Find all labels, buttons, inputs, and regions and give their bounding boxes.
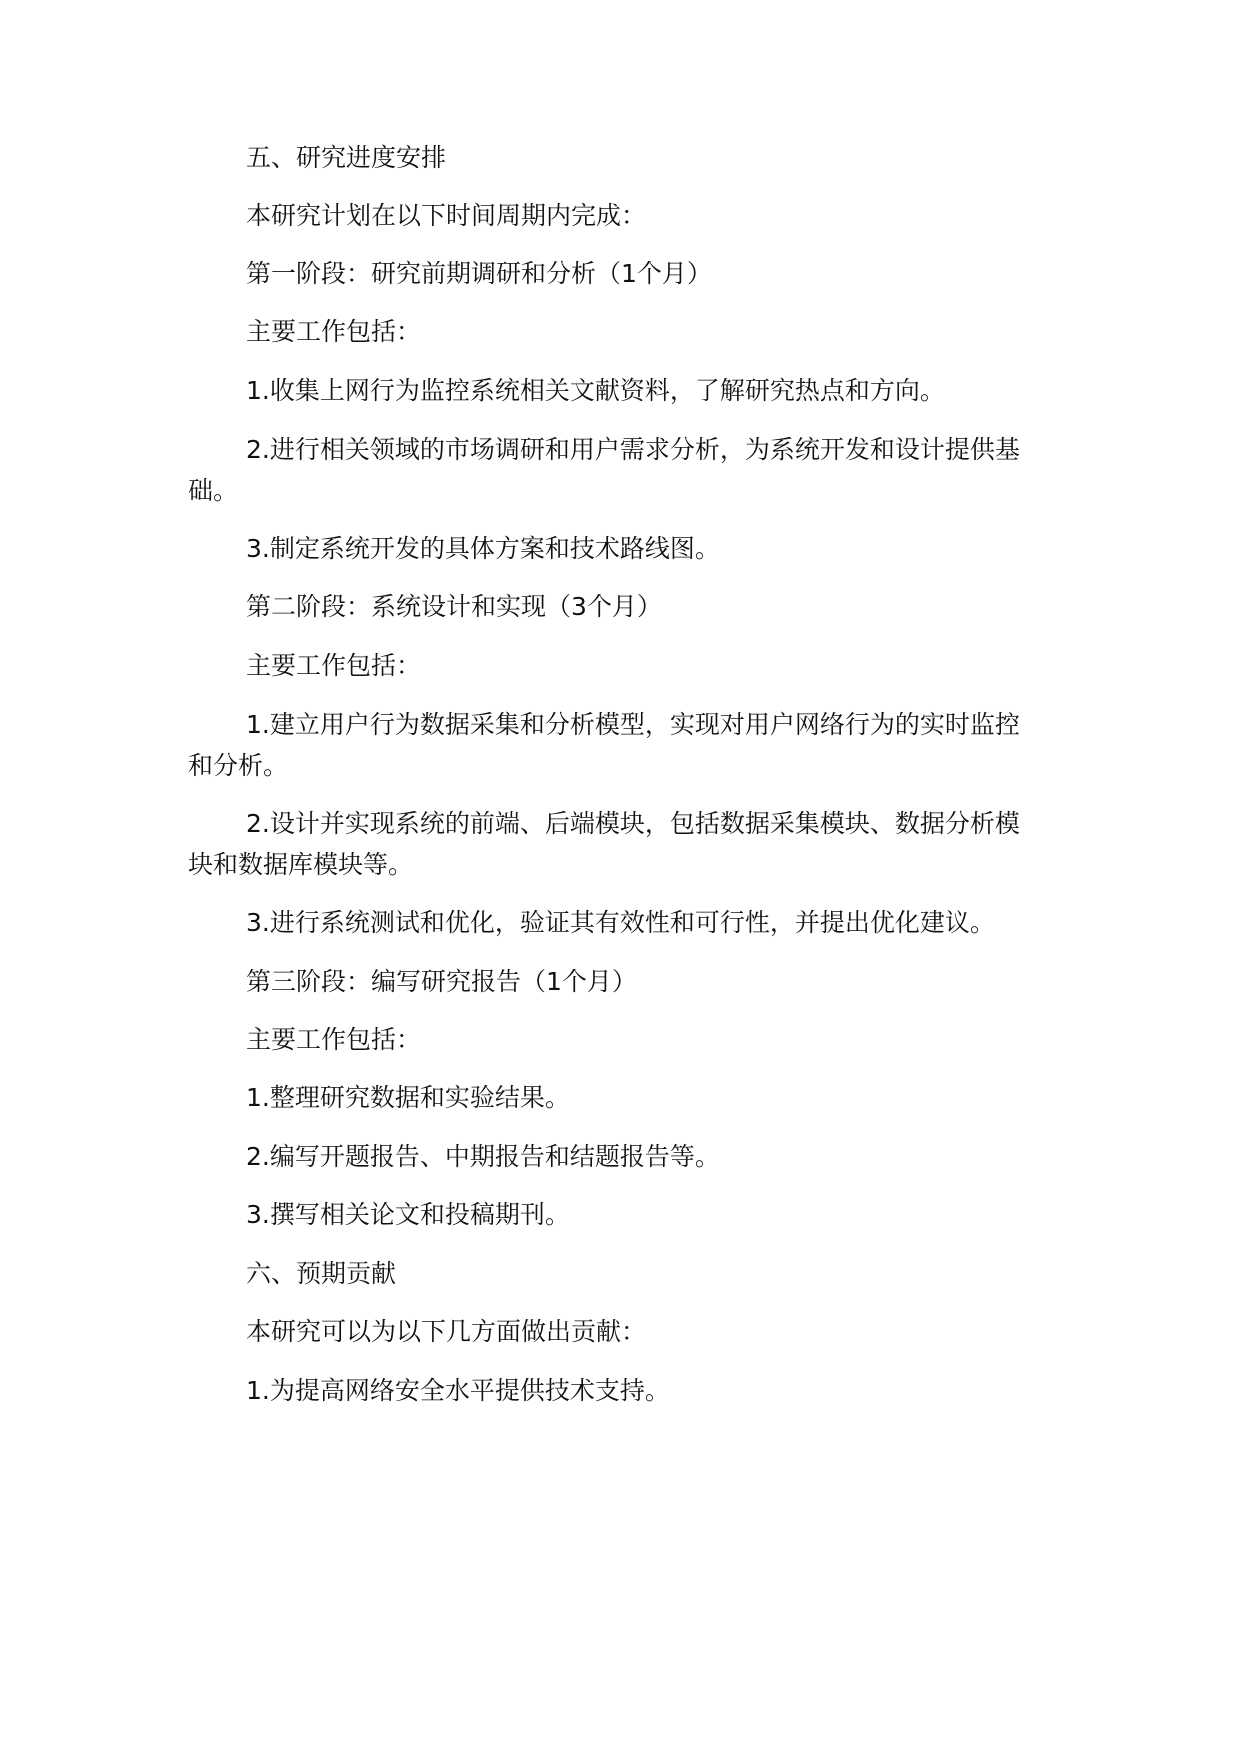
paragraph: 主要工作包括： xyxy=(246,1025,422,1054)
list-item: 1.为提高网络安全水平提供技术支持。 xyxy=(246,1376,670,1405)
list-item: 1.收集上网行为监控系统相关文献资料，了解研究热点和方向。 xyxy=(246,376,945,405)
stage-heading-1: 第一阶段：研究前期调研和分析（1个月） xyxy=(246,259,712,288)
list-item: 3.制定系统开发的具体方案和技术路线图。 xyxy=(246,534,720,563)
stage-heading-3: 第三阶段：编写研究报告（1个月） xyxy=(246,967,637,996)
list-item: 2.设计并实现系统的前端、后端模块，包括数据采集模块、数据分析模块和数据库模块等。 xyxy=(188,809,1020,879)
list-item: 1.建立用户行为数据采集和分析模型，实现对用户网络行为的实时监控和分析。 xyxy=(188,710,1020,780)
list-item: 2.编写开题报告、中期报告和结题报告等。 xyxy=(246,1142,720,1171)
list-item: 3.进行系统测试和优化，验证其有效性和可行性，并提出优化建议。 xyxy=(246,908,995,937)
stage-heading-2: 第二阶段：系统设计和实现（3个月） xyxy=(246,592,662,621)
list-item: 3.撰写相关论文和投稿期刊。 xyxy=(246,1200,570,1229)
paragraph: 主要工作包括： xyxy=(246,317,422,346)
paragraph: 主要工作包括： xyxy=(246,651,422,680)
section-heading-contribution: 六、预期贡献 xyxy=(246,1259,397,1288)
paragraph: 本研究计划在以下时间周期内完成： xyxy=(246,201,647,230)
list-item: 2.进行相关领域的市场调研和用户需求分析，为系统开发和设计提供基础。 xyxy=(188,435,1020,505)
paragraph: 本研究可以为以下几方面做出贡献： xyxy=(246,1317,647,1346)
list-item: 1.整理研究数据和实验结果。 xyxy=(246,1083,570,1112)
section-heading-schedule: 五、研究进度安排 xyxy=(246,143,447,172)
